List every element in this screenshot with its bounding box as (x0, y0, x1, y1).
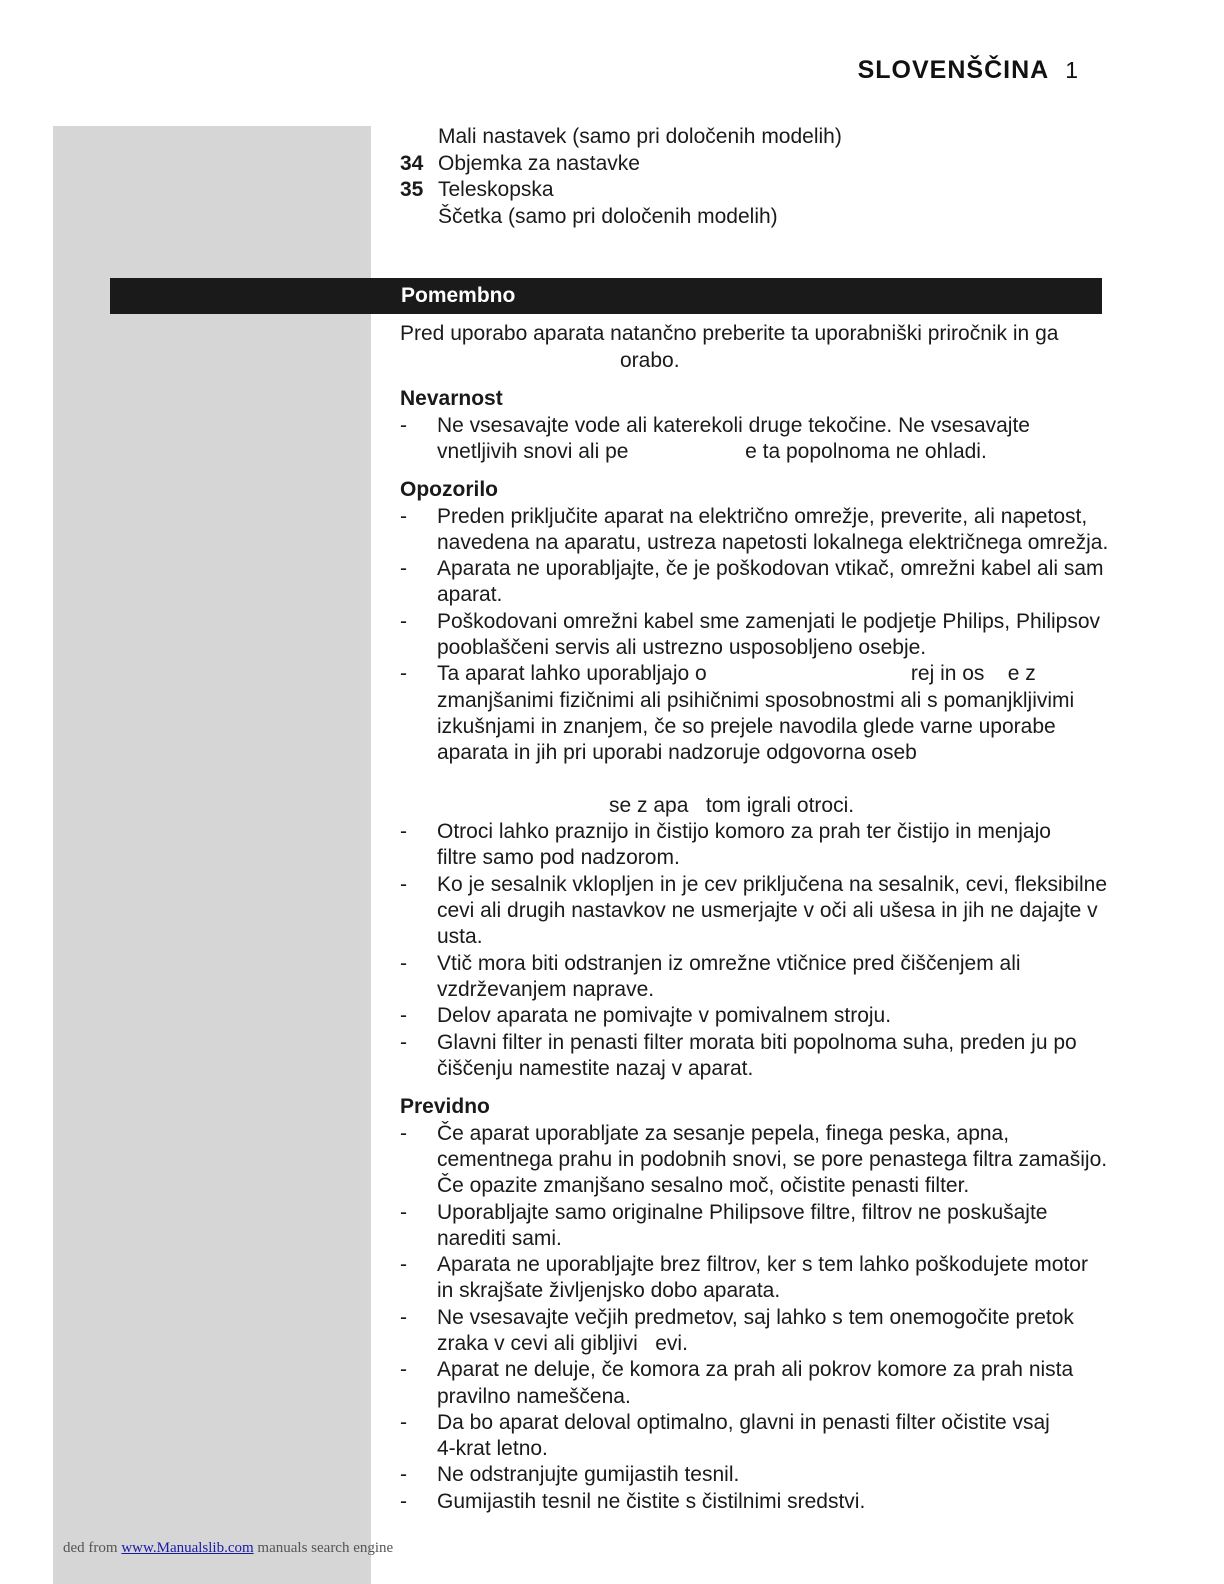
bullet-dash: - (400, 1253, 407, 1277)
list-item (400, 1003, 1108, 1029)
list-item (400, 872, 1108, 951)
item-line: čiščenju namestite nazaj v aparat. (437, 1056, 754, 1080)
item-line: Če aparat uporabljate za sesanje pepela, finega peska, apna, (437, 1121, 1010, 1145)
list-item (400, 1252, 1108, 1305)
item-line: narediti sami. (437, 1226, 562, 1250)
item-line: vzdrževanjem naprave. (437, 977, 655, 1001)
item-line: aparat. (437, 583, 503, 607)
bullet-dash: - (400, 1200, 407, 1224)
item-line: filtre samo pod nadzorom. (437, 846, 680, 870)
item-line: Ne vsesavajte večjih predmetov, saj lahko s tem onemogočite pretok (437, 1305, 1074, 1329)
item-line: zmanjšanimi fizičnimi ali psihičnimi sposobnostmi ali s pomanjkljivimi (437, 688, 1075, 712)
bullet-dash: - (400, 1489, 407, 1513)
item-line: Glavni filter in penasti filter morata biti popolnoma suha, preden ju po (437, 1030, 1077, 1054)
list-item (400, 1489, 1108, 1515)
caution-list (400, 1121, 1108, 1515)
item-line: Preden priključite aparat na električno omrežje, preverite, ali napetost, (437, 504, 1088, 528)
caution-heading: Previdno (400, 1095, 490, 1119)
manualslib-link[interactable]: www.Manualslib.com (121, 1540, 254, 1556)
item-line: pravilno nameščena. (437, 1384, 631, 1408)
item-line: vnetljivih snovi ali pe e ta popolnoma ne ohladi. (437, 439, 987, 463)
page-header (858, 56, 1078, 88)
danger-heading: Nevarnost (400, 387, 503, 410)
bullet-dash: - (400, 1410, 407, 1434)
list-item (400, 1357, 1108, 1410)
item-line: usta. (437, 925, 483, 949)
item-line: Ko je sesalnik vklopljen in je cev priključena na sesalnik, cevi, fleksibilne (437, 872, 1108, 896)
list-item (400, 951, 1108, 1004)
warning-heading: Opozorilo (400, 478, 498, 502)
bullet-dash: - (400, 504, 407, 528)
section-title-bar (110, 278, 1102, 314)
part-number (400, 204, 438, 231)
bullet-dash: - (400, 1004, 407, 1028)
list-item (400, 413, 1108, 466)
part-label: Ščetka (samo pri določenih modelih) (438, 204, 778, 228)
intro-paragraph (400, 321, 1108, 374)
bullet-dash: - (400, 557, 407, 581)
blank-line (437, 767, 1108, 793)
intro-line: orabo. (620, 348, 680, 372)
bullet-dash: - (400, 662, 407, 686)
item-line: Ta aparat lahko uporabljajo o rej in os e z (437, 662, 1036, 686)
intro-line: Pred uporabo aparata natančno preberite ta uporabniški priročnik in ga (400, 322, 1059, 345)
item-line: Delov aparata ne pomivajte v pomivalnem stroju. (437, 1004, 892, 1028)
part-row (400, 177, 1100, 204)
part-number (400, 124, 438, 151)
item-line: navedena na aparatu, ustreza napetosti lokalnega električnega omrežja. (437, 530, 1109, 554)
item-line: Aparat ne deluje, če komora za prah ali pokrov komore za prah nista (437, 1358, 1074, 1382)
part-label: Mali nastavek (samo pri določenih modelih) (438, 125, 842, 148)
item-line: Vtič mora biti odstranjen iz omrežne vtičnice pred čiščenjem ali (437, 951, 1021, 975)
part-number: 35 (400, 178, 424, 201)
item-line: Ne vsesavajte vode ali katerekoli druge tekočine. Ne vsesavajte (437, 413, 1030, 437)
list-item (400, 819, 1108, 872)
list-item (400, 609, 1108, 662)
footer-prefix: ded from (63, 1540, 118, 1556)
item-line: zraka v cevi ali gibljivi evi. (437, 1332, 688, 1355)
bullet-dash: - (400, 820, 407, 844)
part-label: Teleskopska (438, 178, 554, 201)
item-line: aparata in jih pri uporabi nadzoruje odgovorna oseb (437, 741, 917, 765)
item-line: in skrajšate življenjsko dobo aparata. (437, 1279, 781, 1303)
item-line: Otroci lahko praznijo in čistijo komoro za prah ter čistijo in menjajo (437, 820, 1051, 844)
item-line: se z apa tom igrali otroci. (609, 793, 855, 817)
bullet-dash: - (400, 1121, 407, 1145)
part-row (400, 204, 1100, 231)
bullet-dash: - (400, 1305, 407, 1329)
part-number: 34 (400, 151, 424, 175)
bullet-dash: - (400, 413, 407, 437)
item-line: Uporabljajte samo originalne Philipsove filtre, filtrov ne poskušajte (437, 1200, 1048, 1224)
section-title: Pomembno (401, 284, 516, 307)
main-content (400, 321, 1108, 1515)
item-line: Poškodovani omrežni kabel sme zamenjati le podjetje Philips, Philipsov (437, 609, 1101, 633)
item-line: cevi ali drugih nastavkov ne usmerjajte v oči ali ušesa in jih ne dajajte v (437, 899, 1098, 923)
list-item (400, 1200, 1108, 1253)
item-line: cementnega prahu in podobnih snovi, se pore penastega filtra zamašijo. (437, 1147, 1108, 1171)
list-item (400, 504, 1108, 557)
list-item (400, 1305, 1108, 1358)
item-line: Ne odstranjujte gumijastih tesnil. (437, 1463, 740, 1487)
list-item (400, 661, 1108, 819)
sidebar-background (53, 126, 371, 1584)
item-line: izkušnjami in znanjem, če so prejele navodila glede varne uporabe (437, 714, 1056, 738)
list-item (400, 1462, 1108, 1488)
item-line: Aparata ne uporabljajte, če je poškodovan vtikač, omrežni kabel ali sam (437, 557, 1104, 581)
language-title: SLOVENŠČINA (857, 56, 1050, 84)
bullet-dash: - (400, 951, 407, 975)
item-line: Če opazite zmanjšano sesalno moč, očistite penasti filter. (437, 1174, 970, 1198)
bullet-dash: - (400, 609, 407, 633)
download-footer (63, 1540, 393, 1557)
list-item (400, 556, 1108, 609)
parts-list (400, 124, 1100, 230)
bullet-dash: - (400, 1030, 407, 1054)
item-line: Aparata ne uporabljajte brez filtrov, ker s tem lahko poškodujete motor (437, 1253, 1088, 1277)
page-number: 1 (1065, 57, 1078, 83)
warning-list (400, 504, 1108, 1083)
footer-suffix: manuals search engine (257, 1540, 394, 1556)
bullet-dash: - (400, 872, 407, 896)
bullet-dash: - (400, 1463, 407, 1487)
item-line: Gumijastih tesnil ne čistite s čistilnimi sredstvi. (437, 1489, 866, 1513)
item-line: Da bo aparat deloval optimalno, glavni in penasti filter očistite vsaj (437, 1410, 1050, 1434)
part-row (400, 124, 1100, 151)
list-item (400, 1030, 1108, 1083)
part-label: Objemka za nastavke (438, 151, 640, 175)
bullet-dash: - (400, 1358, 407, 1382)
list-item (400, 1410, 1108, 1463)
part-row (400, 151, 1100, 178)
item-line: 4-krat letno. (437, 1437, 548, 1461)
item-line: pooblaščeni servis ali ustrezno usposobljeno osebje. (437, 636, 927, 660)
danger-list (400, 413, 1108, 466)
list-item (400, 1121, 1108, 1200)
